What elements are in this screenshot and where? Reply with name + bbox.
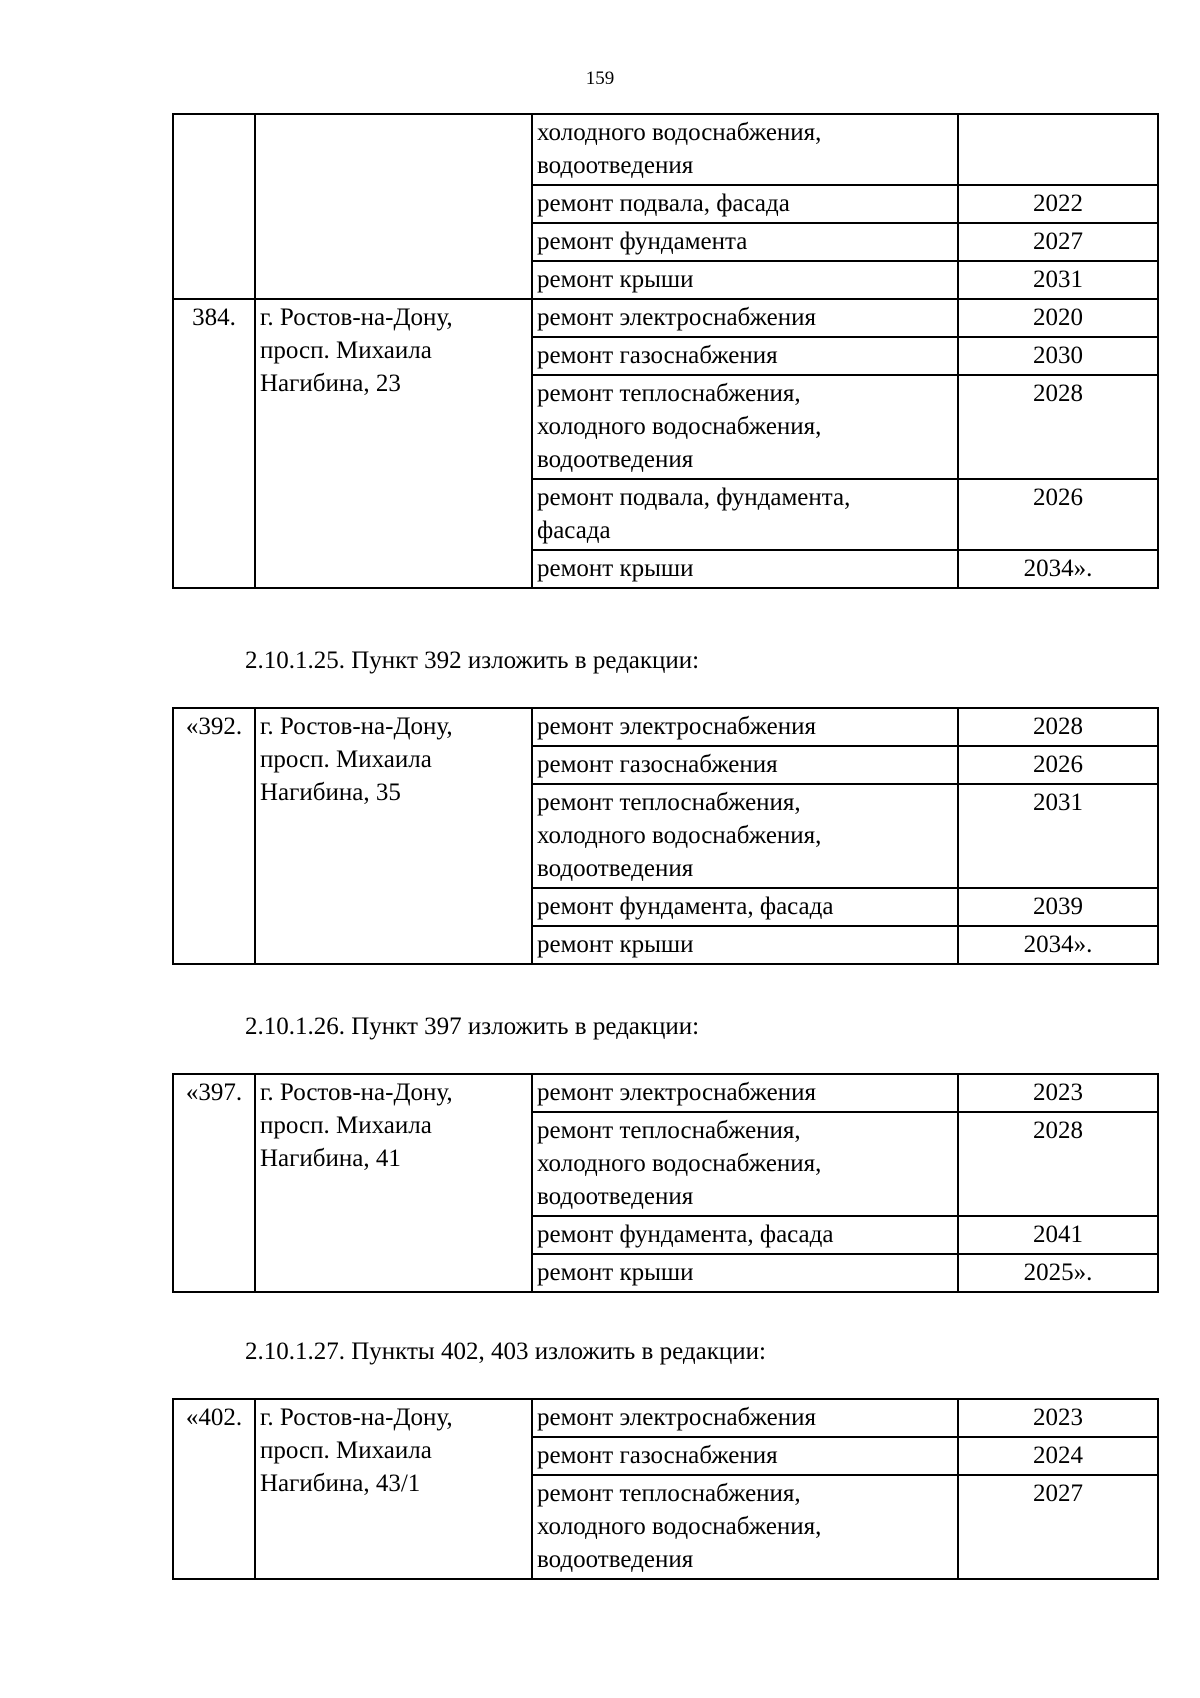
work-cell: ремонт фундамента, фасада bbox=[532, 888, 958, 926]
year-cell: 2030 bbox=[958, 337, 1158, 375]
work-cell: ремонт крыши bbox=[532, 550, 958, 588]
work-cell: ремонт электроснабжения bbox=[532, 1399, 958, 1437]
paragraph-2-10-1-25: 2.10.1.25. Пункт 392 изложить в редакции: bbox=[245, 647, 700, 674]
work-cell: ремонт электроснабжения bbox=[532, 1074, 958, 1112]
year-cell: 2027 bbox=[958, 223, 1158, 261]
year-cell: 2034». bbox=[958, 926, 1158, 964]
table-continuation-384 bbox=[172, 113, 1159, 589]
table-row bbox=[173, 114, 1158, 185]
table-row bbox=[173, 708, 1158, 746]
year-cell: 2023 bbox=[958, 1399, 1158, 1437]
table-item-397 bbox=[172, 1073, 1159, 1293]
table-row bbox=[173, 299, 1158, 337]
table-row bbox=[173, 1399, 1158, 1437]
work-cell: ремонт фундамента, фасада bbox=[532, 1216, 958, 1254]
year-cell bbox=[958, 114, 1158, 185]
work-cell: ремонт газоснабжения bbox=[532, 746, 958, 784]
year-cell: 2039 bbox=[958, 888, 1158, 926]
work-cell: ремонт теплоснабжения, холодного водоснабжения, водоотведения bbox=[532, 1475, 958, 1579]
work-cell: ремонт электроснабжения bbox=[532, 708, 958, 746]
table-row bbox=[173, 1074, 1158, 1112]
item-number: «402. bbox=[173, 1399, 255, 1579]
work-cell: ремонт подвала, фундамента, фасада bbox=[532, 479, 958, 550]
year-cell: 2020 bbox=[958, 299, 1158, 337]
year-cell: 2022 bbox=[958, 185, 1158, 223]
work-cell: ремонт теплоснабжения, холодного водоснабжения, водоотведения bbox=[532, 375, 958, 479]
item-number: 384. bbox=[173, 299, 255, 588]
year-cell: 2028 bbox=[958, 708, 1158, 746]
year-cell: 2028 bbox=[958, 375, 1158, 479]
paragraph-2-10-1-26: 2.10.1.26. Пункт 397 изложить в редакции: bbox=[245, 1013, 700, 1040]
work-cell: ремонт электроснабжения bbox=[532, 299, 958, 337]
table-item-402 bbox=[172, 1398, 1159, 1580]
paragraph-2-10-1-27: 2.10.1.27. Пункты 402, 403 изложить в редакции: bbox=[245, 1338, 766, 1365]
address-cell bbox=[255, 114, 532, 299]
year-cell: 2025». bbox=[958, 1254, 1158, 1292]
year-cell: 2024 bbox=[958, 1437, 1158, 1475]
year-cell: 2026 bbox=[958, 479, 1158, 550]
year-cell: 2027 bbox=[958, 1475, 1158, 1579]
work-cell: ремонт газоснабжения bbox=[532, 1437, 958, 1475]
page-number: 159 bbox=[585, 68, 615, 89]
work-cell: ремонт газоснабжения bbox=[532, 337, 958, 375]
year-cell: 2026 bbox=[958, 746, 1158, 784]
address-cell: г. Ростов-на-Дону, просп. Михаила Нагибина, 23 bbox=[255, 299, 532, 588]
year-cell: 2023 bbox=[958, 1074, 1158, 1112]
table-item-392 bbox=[172, 707, 1159, 965]
work-cell: холодного водоснабжения, водоотведения bbox=[532, 114, 958, 185]
year-cell: 2031 bbox=[958, 261, 1158, 299]
year-cell: 2034». bbox=[958, 550, 1158, 588]
work-cell: ремонт подвала, фасада bbox=[532, 185, 958, 223]
work-cell: ремонт теплоснабжения, холодного водоснабжения, водоотведения bbox=[532, 784, 958, 888]
number-cell bbox=[173, 114, 255, 299]
address-cell: г. Ростов-на-Дону, просп. Михаила Нагибина, 41 bbox=[255, 1074, 532, 1292]
year-cell: 2031 bbox=[958, 784, 1158, 888]
item-number: «392. bbox=[173, 708, 255, 964]
year-cell: 2041 bbox=[958, 1216, 1158, 1254]
work-cell: ремонт фундамента bbox=[532, 223, 958, 261]
address-cell: г. Ростов-на-Дону, просп. Михаила Нагибина, 35 bbox=[255, 708, 532, 964]
item-number: «397. bbox=[173, 1074, 255, 1292]
work-cell: ремонт крыши bbox=[532, 1254, 958, 1292]
year-cell: 2028 bbox=[958, 1112, 1158, 1216]
work-cell: ремонт крыши bbox=[532, 261, 958, 299]
work-cell: ремонт теплоснабжения, холодного водоснабжения, водоотведения bbox=[532, 1112, 958, 1216]
work-cell: ремонт крыши bbox=[532, 926, 958, 964]
address-cell: г. Ростов-на-Дону, просп. Михаила Нагибина, 43/1 bbox=[255, 1399, 532, 1579]
